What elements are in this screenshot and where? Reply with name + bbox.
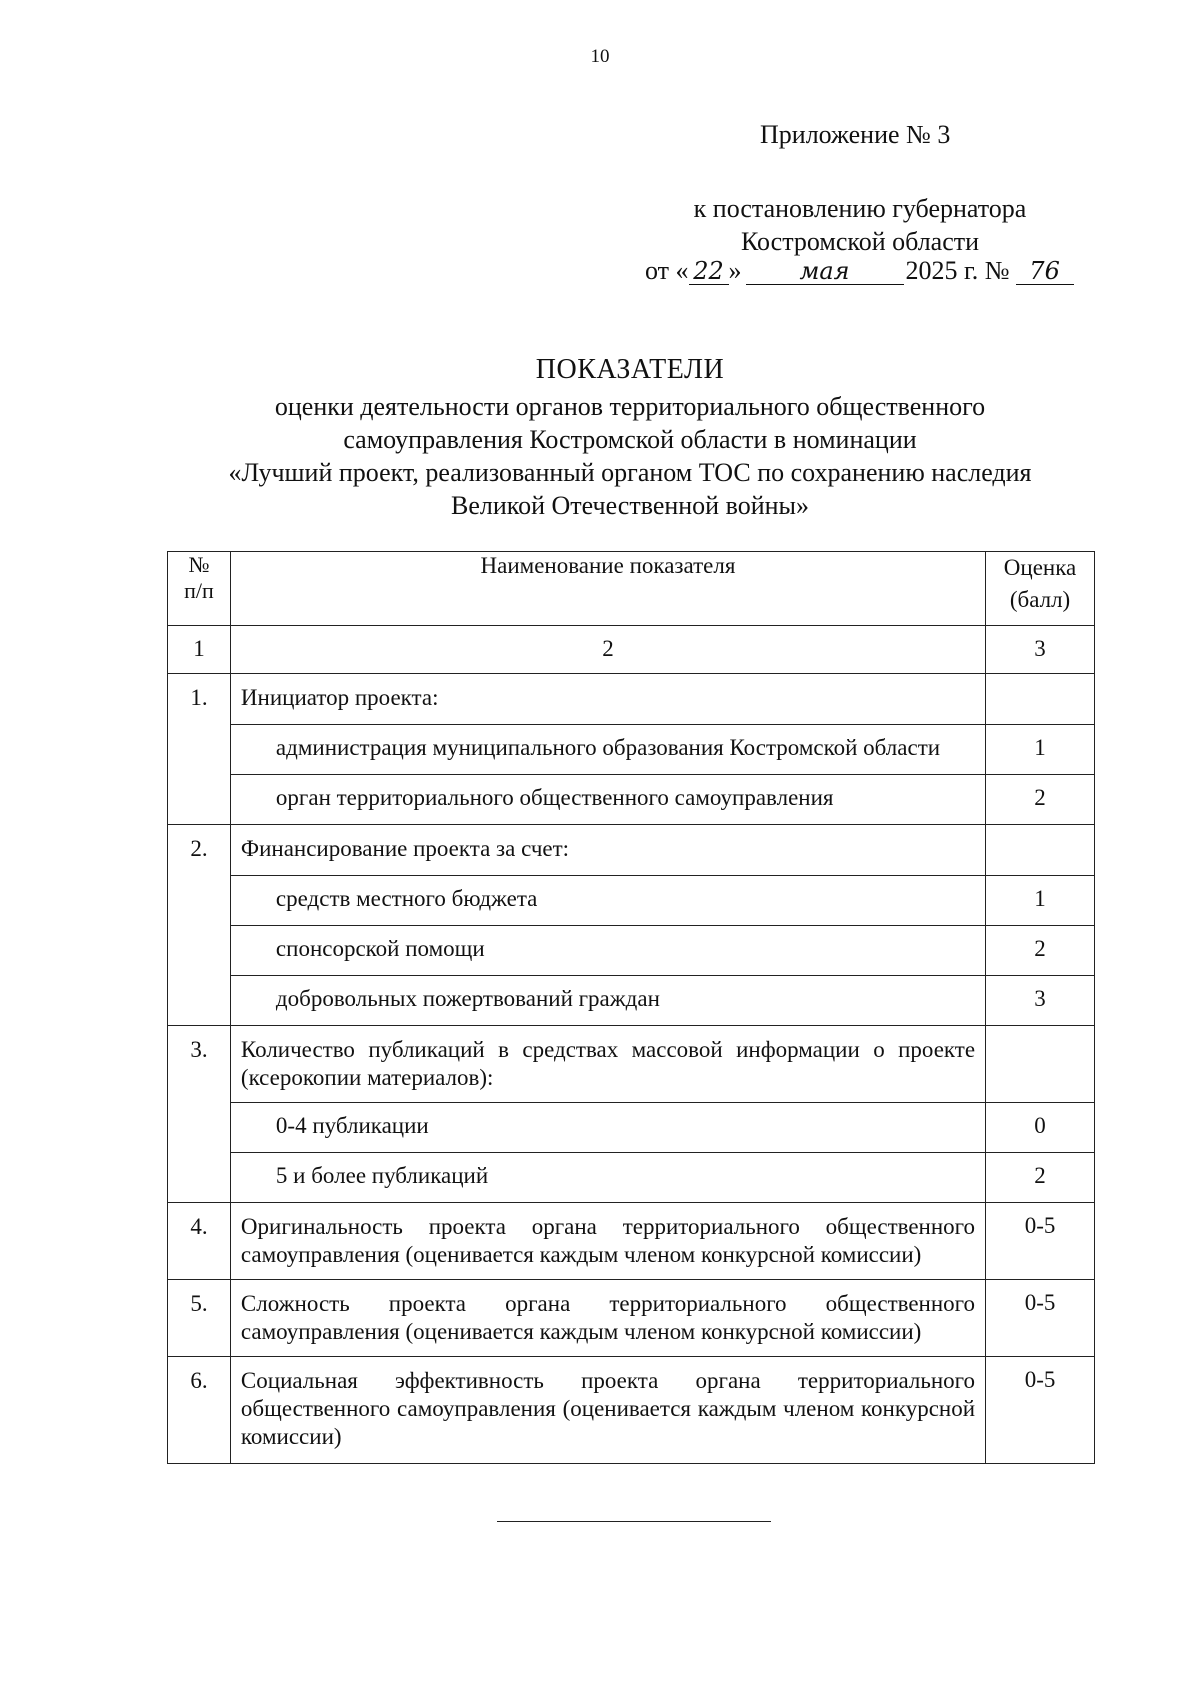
indicator-name: Сложность проекта органа территориального общественного самоуправления (оценивается каждым членом конкурсной комиссии) [230, 1280, 985, 1357]
subtitle-line: оценки деятельности органов территориального общественного [274, 392, 986, 421]
table-row [168, 1153, 1095, 1203]
row-number: 5. [168, 1280, 231, 1357]
table-row [168, 775, 1095, 825]
row-number: 4. [168, 1203, 231, 1280]
indicator-score: 0-5 [986, 1357, 1095, 1464]
subtitle-line: Великой Отечественной войны» [451, 491, 809, 520]
option-score: 2 [986, 775, 1095, 825]
date-day-handwritten: 22 [689, 258, 729, 285]
subtitle-line: «Лучший проект, реализованный органом ТОС по сохранению наследия [228, 458, 1032, 487]
indicator-score: 0-5 [986, 1280, 1095, 1357]
table-row [168, 825, 1095, 876]
option-label: орган территориального общественного самоуправления [230, 775, 985, 825]
option-label: 5 и более публикаций [230, 1153, 985, 1203]
header-name: Наименование показателя [230, 552, 985, 626]
date-year: 2025 г. № [905, 256, 1010, 285]
row-number: 3. [168, 1026, 231, 1203]
subtitle-line: самоуправления Костромской области в номинации [343, 425, 917, 454]
table-row [168, 1280, 1095, 1357]
header-score: Оценка (балл) [986, 552, 1095, 626]
table-row [168, 1203, 1095, 1280]
indicator-name: Оригинальность проекта органа территориального общественного самоуправления (оценивается каждым членом конкурсной комиссии) [230, 1203, 985, 1280]
option-score: 1 [986, 725, 1095, 775]
indicator-score: 0-5 [986, 1203, 1095, 1280]
approval-block [640, 192, 1080, 258]
index-cell: 3 [986, 626, 1095, 674]
option-label: 0-4 публикации [230, 1103, 985, 1153]
option-score: 2 [986, 926, 1095, 976]
table-row [168, 674, 1095, 725]
table-row [168, 976, 1095, 1026]
option-score: 1 [986, 876, 1095, 926]
end-divider [497, 1521, 771, 1522]
table-row [168, 725, 1095, 775]
date-mid: » [728, 256, 742, 285]
indicator-name: Финансирование проекта за счет: [230, 825, 985, 876]
document-title: ПОКАЗАТЕЛИ [535, 354, 725, 385]
date-prefix: от « [645, 256, 689, 285]
indicators-table [167, 551, 1095, 1464]
approval-line-2: Костромской области [740, 227, 980, 256]
indicator-score [986, 825, 1095, 876]
table-row [168, 1026, 1095, 1103]
header-num: № п/п [168, 552, 231, 626]
indicator-name: Социальная эффективность проекта органа территориального общественного самоуправления (оценивается каждым членом конкурсной комиссии) [230, 1357, 985, 1464]
approval-date-line [645, 256, 1074, 286]
option-label: администрация муниципального образования Костромской области [230, 725, 985, 775]
option-score: 3 [986, 976, 1095, 1026]
option-score: 2 [986, 1153, 1095, 1203]
table-row [168, 926, 1095, 976]
index-cell: 1 [168, 626, 231, 674]
table-row [168, 1103, 1095, 1153]
index-cell: 2 [230, 626, 985, 674]
row-number: 6. [168, 1357, 231, 1464]
indicator-score [986, 1026, 1095, 1103]
table-row [168, 1357, 1095, 1464]
page-number: 10 [590, 46, 610, 67]
option-label: добровольных пожертвований граждан [230, 976, 985, 1026]
indicator-name: Инициатор проекта: [230, 674, 985, 725]
option-score: 0 [986, 1103, 1095, 1153]
document-subtitle [170, 390, 1090, 522]
table-index-row [168, 626, 1095, 674]
option-label: спонсорской помощи [230, 926, 985, 976]
table-header-row [168, 552, 1095, 626]
indicator-score [986, 674, 1095, 725]
indicator-name: Количество публикаций в средствах массовой информации о проекте (ксерокопии материалов): [230, 1026, 985, 1103]
doc-number-handwritten: 76 [1016, 258, 1074, 285]
table-row [168, 876, 1095, 926]
row-number: 1. [168, 674, 231, 825]
row-number: 2. [168, 825, 231, 1026]
date-month-handwritten: мая [746, 258, 904, 285]
approval-line-1: к постановлению губернатора [693, 194, 1027, 223]
option-label: средств местного бюджета [230, 876, 985, 926]
appendix-title: Приложение № 3 [760, 120, 951, 149]
